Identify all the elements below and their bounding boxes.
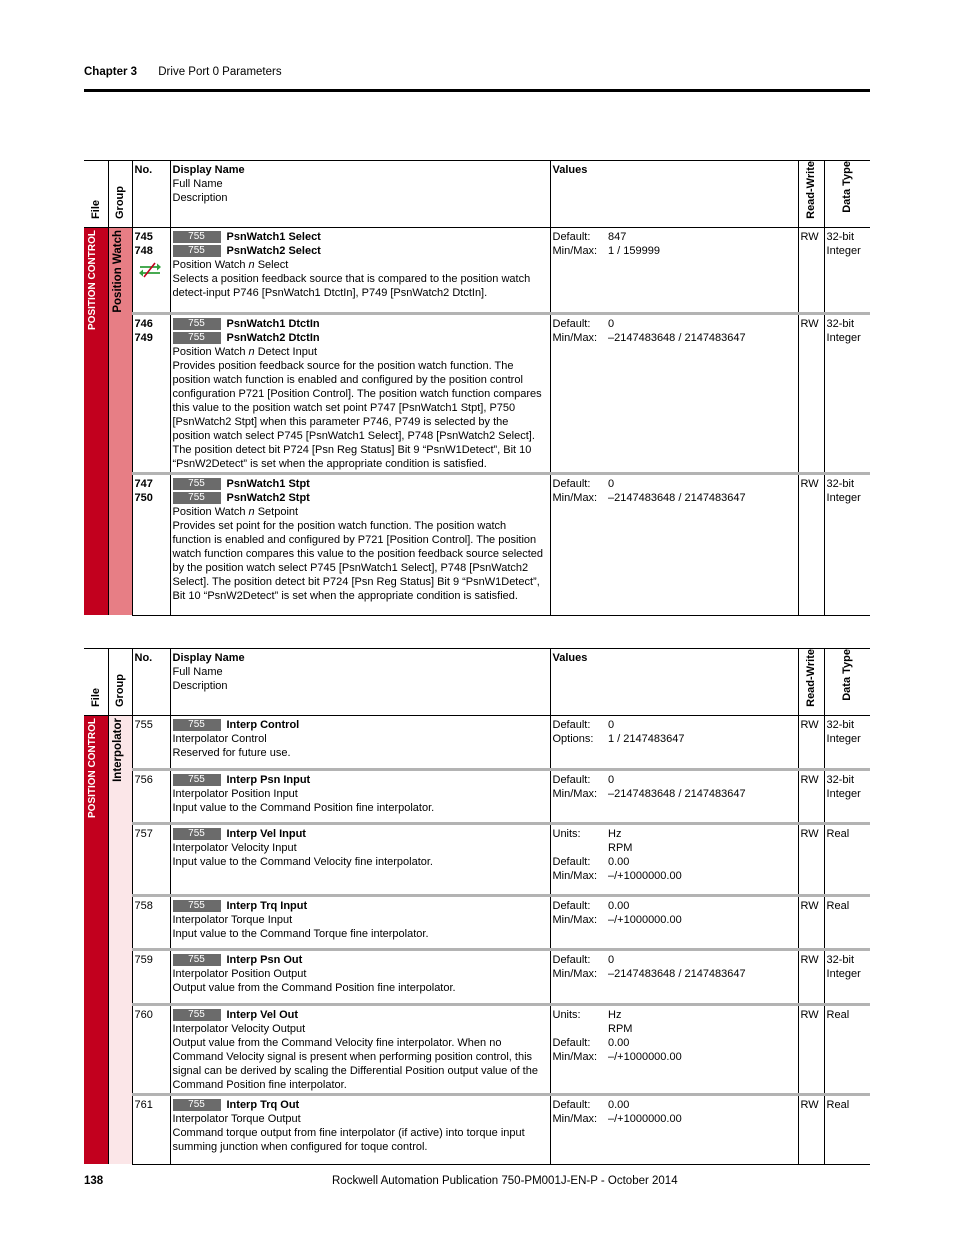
version-badge: 755 xyxy=(173,318,221,330)
table-row xyxy=(84,949,870,1004)
data-type: 32-bit Integer xyxy=(824,227,870,313)
value-values: 0 –2147483648 / 2147483647 xyxy=(606,473,798,615)
version-badge: 755 xyxy=(173,245,221,257)
version-badge: 755 xyxy=(173,719,221,731)
read-write: RW xyxy=(798,1094,824,1164)
col-no: No. xyxy=(132,649,170,716)
param-number: 746 749 xyxy=(132,313,170,473)
value-labels: Default: Options: xyxy=(550,715,606,769)
value-labels: Default: Min/Max: xyxy=(550,949,606,1004)
value-values: 0 –2147483648 / 2147483647 xyxy=(606,769,798,823)
param-description: 755 Interp Trq Input Interpolator Torque Input Input value to the Command Torque fine interpolator. xyxy=(170,895,550,949)
value-labels: Units: Default: Min/Max: xyxy=(550,1004,606,1094)
value-values: Hz RPM 0.00 –/+1000000.00 xyxy=(606,1004,798,1094)
data-type: Real xyxy=(824,823,870,895)
data-type: 32-bit Integer xyxy=(824,313,870,473)
read-write: RW xyxy=(798,769,824,823)
data-type: 32-bit Integer xyxy=(824,473,870,615)
param-description: 755 Interp Trq Out Interpolator Torque Output Command torque output from fine interpolator (if active) into torque input summing junction when configured for toque control. xyxy=(170,1094,550,1164)
param-description: 755 PsnWatch1 DtctIn 755 PsnWatch2 DtctIn Position Watch n Detect Input Provides position feedback source for the position watch function. The position watch function is enabled and configured by the position control configuration P721 [Position Control]. The position watch function compares this value to the position watch set point P747 [PsnWatch1 Stpt], P750 [PsnWatch2 Stpt] when this parameter P746, P749 is selected by the position watch select P745 [PsnWatch1 Select], P748 [PsnWatch2 Select]. The position detect bit P724 [Psn Reg Status] Bit 9 “PsnW1Detect”, Bit 10 “PsnW2Detect” is set when the appropriate condition is satisfied. xyxy=(170,313,550,473)
page-number: 138 xyxy=(84,1175,104,1187)
publication-info: Rockwell Automation Publication 750-PM001J-EN-P - October 2014 xyxy=(332,1175,678,1187)
param-number: 758 xyxy=(132,895,170,949)
table-row xyxy=(84,769,870,823)
value-values: 0.00 –/+1000000.00 xyxy=(606,1094,798,1164)
read-write: RW xyxy=(798,715,824,769)
col-no: No. xyxy=(132,161,170,228)
version-badge: 755 xyxy=(173,954,221,966)
col-display-name: Display Name Full Name Description xyxy=(170,161,550,228)
read-write: RW xyxy=(798,895,824,949)
param-number: 759 xyxy=(132,949,170,1004)
data-type: 32-bit Integer xyxy=(824,769,870,823)
version-badge: 755 xyxy=(173,1099,221,1111)
col-data-type: Data Type xyxy=(824,161,870,228)
version-badge: 755 xyxy=(173,1009,221,1021)
value-values: 847 1 / 159999 xyxy=(606,227,798,313)
param-description: 755 Interp Psn Out Interpolator Position Output Output value from the Command Position fine interpolator. xyxy=(170,949,550,1004)
param-number: 756 xyxy=(132,769,170,823)
table-row xyxy=(84,227,870,313)
read-write: RW xyxy=(798,949,824,1004)
data-type: 32-bit Integer xyxy=(824,949,870,1004)
value-values: Hz RPM 0.00 –/+1000000.00 xyxy=(606,823,798,895)
table-row xyxy=(84,1094,870,1164)
data-type: 32-bit Integer xyxy=(824,715,870,769)
param-number: 747 750 xyxy=(132,473,170,615)
col-values: Values xyxy=(550,161,798,228)
param-description: 755 Interp Psn Input Interpolator Position Input Input value to the Command Position fine interpolator. xyxy=(170,769,550,823)
value-labels: Default: Min/Max: xyxy=(550,473,606,615)
col-group: Group xyxy=(108,161,132,228)
param-description: 755 PsnWatch1 Select 755 PsnWatch2 Select Position Watch n Select Selects a position feedback source that is compared to the position watch detect-input P746 [PsnWatch1 DtctIn], P749 [PsnWatch2 DtctIn]. xyxy=(170,227,550,313)
data-type: Real xyxy=(824,1004,870,1094)
group-label: Interpolator xyxy=(108,715,132,1164)
header-rule xyxy=(84,89,870,92)
version-badge: 755 xyxy=(173,774,221,786)
group-label: Position Watch xyxy=(108,227,132,615)
parameter-table-interpolator xyxy=(84,648,870,1165)
value-labels: Units: Default: Min/Max: xyxy=(550,823,606,895)
read-write: RW xyxy=(798,227,824,313)
param-description: 755 PsnWatch1 Stpt 755 PsnWatch2 Stpt Position Watch n Setpoint Provides set point for the position watch function. The position watch function is enabled and configured by P721 [Position Control]. The position watch function compares this value to the position feedback source selected by the position watch select P745 [PsnWatch1 Select], P748 [PsnWatch2 Select]. The position detect bit P724 [Psn Reg Status] Bit 9 “PsnW1Detect”, Bit 10 “PsnW2Detect” is set when the appropriate condition is satisfied. xyxy=(170,473,550,615)
table-row xyxy=(84,715,870,769)
version-badge: 755 xyxy=(173,231,221,243)
col-values: Values xyxy=(550,649,798,716)
col-group: Group xyxy=(108,649,132,716)
version-badge: 755 xyxy=(173,900,221,912)
page-header xyxy=(84,66,282,78)
value-labels: Default: Min/Max: xyxy=(550,769,606,823)
param-description: 755 Interp Vel Input Interpolator Velocity Input Input value to the Command Velocity fine interpolator. xyxy=(170,823,550,895)
version-badge: 755 xyxy=(173,478,221,490)
read-write: RW xyxy=(798,823,824,895)
table-row xyxy=(84,313,870,473)
data-type: Real xyxy=(824,1094,870,1164)
table-row xyxy=(84,823,870,895)
col-file: File xyxy=(84,649,108,716)
param-number: 745 748 xyxy=(132,227,170,313)
param-number: 761 xyxy=(132,1094,170,1164)
value-values: 0 1 / 2147483647 xyxy=(606,715,798,769)
value-values: 0 –2147483648 / 2147483647 xyxy=(606,313,798,473)
version-badge: 755 xyxy=(173,828,221,840)
value-values: 0.00 –/+1000000.00 xyxy=(606,895,798,949)
param-description: 755 Interp Control Interpolator Control Reserved for future use. xyxy=(170,715,550,769)
value-labels: Default: Min/Max: xyxy=(550,895,606,949)
read-write: RW xyxy=(798,1004,824,1094)
file-label: POSITION CONTROL xyxy=(84,715,108,1164)
col-data-type: Data Type xyxy=(824,649,870,716)
table-header-row xyxy=(84,649,870,716)
version-badge: 755 xyxy=(173,332,221,344)
value-labels: Default: Min/Max: xyxy=(550,227,606,313)
table-header-row xyxy=(84,161,870,228)
read-write: RW xyxy=(798,313,824,473)
value-values: 0 –2147483648 / 2147483647 xyxy=(606,949,798,1004)
param-description: 755 Interp Vel Out Interpolator Velocity Output Output value from the Command Velocity fine interpolator. When no Command Velocity signal is present when performing position control, this signal can be derived by scaling the Differential Position output value of the Command Position fine interpolator. xyxy=(170,1004,550,1094)
col-file: File xyxy=(84,161,108,228)
file-label: POSITION CONTROL xyxy=(84,227,108,615)
linkable-arrows-icon xyxy=(139,262,168,282)
col-read-write: Read-Write xyxy=(798,161,824,228)
table-row xyxy=(84,1004,870,1094)
chapter-label: Chapter 3 xyxy=(84,66,138,78)
col-read-write: Read-Write xyxy=(798,649,824,716)
value-labels: Default: Min/Max: xyxy=(550,1094,606,1164)
param-number: 760 xyxy=(132,1004,170,1094)
read-write: RW xyxy=(798,473,824,615)
parameter-table-position-watch xyxy=(84,160,870,616)
value-labels: Default: Min/Max: xyxy=(550,313,606,473)
param-number: 757 xyxy=(132,823,170,895)
table-row xyxy=(84,473,870,615)
table-row xyxy=(84,895,870,949)
version-badge: 755 xyxy=(173,492,221,504)
col-display-name: Display Name Full Name Description xyxy=(170,649,550,716)
data-type: Real xyxy=(824,895,870,949)
chapter-title: Drive Port 0 Parameters xyxy=(158,66,282,78)
param-number: 755 xyxy=(132,715,170,769)
